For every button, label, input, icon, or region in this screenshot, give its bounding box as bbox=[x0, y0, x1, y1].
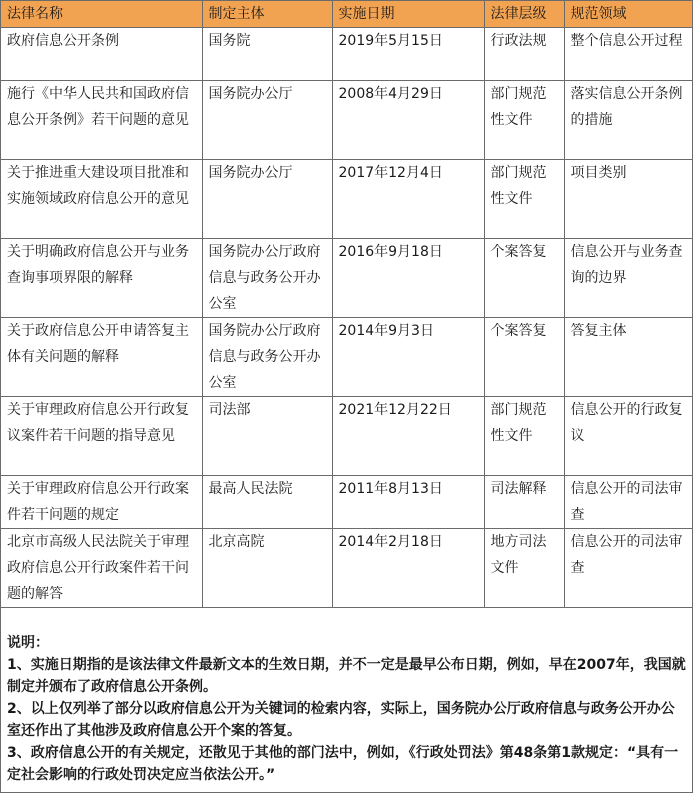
cell-domain: 整个信息公开过程 bbox=[564, 28, 692, 81]
cell-law-name: 政府信息公开条例 bbox=[1, 28, 202, 81]
note-item-2: 2、以上仅列举了部分以政府信息公开为关键词的检索内容，实际上，国务院办公厅政府信息与政务公开办公室还作出了其他涉及政府信息公开个案的答复。 bbox=[7, 701, 675, 739]
cell-domain: 信息公开的行政复议 bbox=[564, 397, 692, 476]
header-row bbox=[1, 1, 692, 28]
header-issuer: 制定主体 bbox=[202, 1, 332, 28]
table-row bbox=[1, 476, 692, 529]
table-row bbox=[1, 28, 692, 81]
note-item-3: 3、政府信息公开的有关规定，还散见于其他的部门法中，例如，《行政处罚法》第48条第1款规定：“具有一定社会影响的行政处罚决定应当依法公开。” bbox=[7, 745, 679, 783]
table-row bbox=[1, 318, 692, 397]
cell-legal-level: 部门规范性文件 bbox=[484, 81, 564, 160]
law-table bbox=[1, 1, 692, 607]
cell-effective-date: 2014年9月3日 bbox=[332, 318, 484, 397]
cell-issuer: 国务院办公厅政府信息与政务公开办公室 bbox=[202, 318, 332, 397]
cell-law-name: 关于审理政府信息公开行政案件若干问题的规定 bbox=[1, 476, 202, 529]
note-item-1: 1、实施日期指的是该法律文件最新文本的生效日期，并不一定是最早公布日期，例如，早在2007年，我国就制定并颁布了政府信息公开条例。 bbox=[7, 657, 686, 695]
cell-domain: 答复主体 bbox=[564, 318, 692, 397]
cell-law-name: 关于政府信息公开申请答复主体有关问题的解释 bbox=[1, 318, 202, 397]
cell-issuer: 国务院办公厅 bbox=[202, 160, 332, 239]
cell-effective-date: 2016年9月18日 bbox=[332, 239, 484, 318]
table-row bbox=[1, 397, 692, 476]
cell-law-name: 关于审理政府信息公开行政复议案件若干问题的指导意见 bbox=[1, 397, 202, 476]
cell-legal-level: 部门规范性文件 bbox=[484, 397, 564, 476]
header-domain: 规范领域 bbox=[564, 1, 692, 28]
cell-domain: 信息公开的司法审查 bbox=[564, 529, 692, 608]
notes-title: 说明： bbox=[7, 635, 49, 651]
cell-domain: 项目类别 bbox=[564, 160, 692, 239]
header-legal-level: 法律层级 bbox=[484, 1, 564, 28]
cell-effective-date: 2017年12月4日 bbox=[332, 160, 484, 239]
cell-effective-date: 2021年12月22日 bbox=[332, 397, 484, 476]
cell-law-name: 关于明确政府信息公开与业务查询事项界限的解释 bbox=[1, 239, 202, 318]
cell-issuer: 国务院办公厅 bbox=[202, 81, 332, 160]
header-law-name: 法律名称 bbox=[1, 1, 202, 28]
header-effective-date: 实施日期 bbox=[332, 1, 484, 28]
cell-effective-date: 2011年8月13日 bbox=[332, 476, 484, 529]
table-row bbox=[1, 81, 692, 160]
cell-effective-date: 2014年2月18日 bbox=[332, 529, 484, 608]
cell-legal-level: 部门规范性文件 bbox=[484, 160, 564, 239]
cell-domain: 落实信息公开条例的措施 bbox=[564, 81, 692, 160]
cell-issuer: 北京高院 bbox=[202, 529, 332, 608]
cell-effective-date: 2019年5月15日 bbox=[332, 28, 484, 81]
cell-legal-level: 个案答复 bbox=[484, 239, 564, 318]
table-row bbox=[1, 529, 692, 608]
cell-legal-level: 司法解释 bbox=[484, 476, 564, 529]
notes-section bbox=[1, 607, 692, 792]
cell-legal-level: 行政法规 bbox=[484, 28, 564, 81]
cell-legal-level: 个案答复 bbox=[484, 318, 564, 397]
cell-legal-level: 地方司法文件 bbox=[484, 529, 564, 608]
cell-effective-date: 2008年4月29日 bbox=[332, 81, 484, 160]
table-row bbox=[1, 239, 692, 318]
cell-issuer: 司法部 bbox=[202, 397, 332, 476]
cell-law-name: 施行《中华人民共和国政府信息公开条例》若干问题的意见 bbox=[1, 81, 202, 160]
cell-domain: 信息公开与业务查询的边界 bbox=[564, 239, 692, 318]
cell-issuer: 国务院办公厅政府信息与政务公开办公室 bbox=[202, 239, 332, 318]
cell-law-name: 关于推进重大建设项目批准和实施领域政府信息公开的意见 bbox=[1, 160, 202, 239]
cell-issuer: 最高人民法院 bbox=[202, 476, 332, 529]
cell-issuer: 国务院 bbox=[202, 28, 332, 81]
cell-law-name: 北京市高级人民法院关于审理政府信息公开行政案件若干问题的解答 bbox=[1, 529, 202, 608]
cell-domain: 信息公开的司法审查 bbox=[564, 476, 692, 529]
table-row bbox=[1, 160, 692, 239]
